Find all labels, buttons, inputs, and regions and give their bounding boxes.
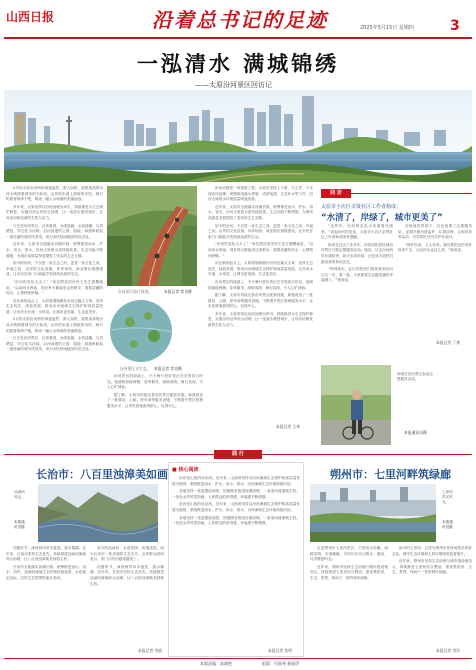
- article-paragraph: 据了解，太原市持续完善汾河景区配套设施，新建改造了一批驿站、公厕、停车场等服务设施，不断提升景区管理服务水平，让市民游客游得舒心、玩得开心。: [208, 293, 313, 309]
- volunteer-illustration: [321, 365, 391, 445]
- article-paragraph: 站在新的起点上，太原将继续做好汾河这篇大文章，坚持生态优先、绿色发展，推动汾河流域生态保护和高质量发展，让汾河水长流、水常清，让城市更美丽、生活更美好。: [6, 298, 103, 314]
- article-paragraph: 行走在汾河景区，记者看到，水面宽阔，水质清澈，鸟类栖息，岸边花木扶疏。沿河而建的公园、湿地、绿道串联起一道亮丽的城市风景线，成为市民休闲健身的好去处。: [6, 223, 103, 239]
- river-gorge-illustration: [38, 484, 158, 542]
- changzhi-photo-caption: 浊漳河风光。: [14, 490, 25, 499]
- core-reading-paragraph: 汾河是山西的母亲河。近年来，山西省坚持以汾河流域生态保护和高质量发展为统领，系统推进治水、护水、用水、管水，汾河流域生态环境持续向好。: [172, 502, 300, 512]
- article-paragraph: 如今的汾河，不仅是一条生态之河，更是一条文化之河、幸福之河。沿岸的文化设施、体育场馆、商业街区相继建成，让市民在家门口就能享受到高品质的生活。: [6, 261, 103, 277]
- section-label: 践 行: [214, 450, 262, 459]
- shuozhou-reporter: 本报记者 刘洋: [436, 648, 460, 653]
- shuozhou-section-title: 朔州市：七里河畔筑绿廊: [330, 468, 451, 481]
- changzhi-paragraph: 长治市全面落实河湖长制，统筹推进治污、治水、治岸，浊漳河流域生态环境持续改善，水质稳定达标，沿岸生态景观带逐步形成。: [6, 564, 86, 580]
- issue-date: 2025年5月15日 星期四: [360, 25, 414, 31]
- water-plants-illustration: [110, 300, 172, 362]
- core-reading-text: [172, 476, 300, 652]
- shuozhou-photo-credit: 本报通讯员摄: [442, 520, 453, 529]
- sidebar-rule: [351, 193, 472, 194]
- page-number: 3: [450, 18, 460, 34]
- sidebar-photo-volunteer: [321, 365, 391, 445]
- column-title: 沿着总书记的足迹: [152, 8, 328, 32]
- cycling-path-illustration: [107, 186, 197, 286]
- footer-proofreader: 组版：付丽琴 郝丽萍: [262, 661, 300, 666]
- changzhi-reporter: 本报记者 李丽: [138, 648, 162, 653]
- changzhi-column-2: [90, 546, 164, 654]
- article-paragraph: 汾河景区的绿道上，不少骑行爱好者正在享受春日时光。宽阔的绿道两侧，花草繁茂，绿树成荫，骑行其间，令人心旷神怡。: [208, 279, 313, 290]
- shuozhou-photo-caption: 七里河景区风光。: [442, 490, 453, 504]
- changzhi-photo-credit: 本报通讯员摄: [14, 520, 25, 529]
- footer-editor: 本版责编：高晓艳: [200, 661, 232, 666]
- article-paragraph: “汾河的变化太大了！”家住附近的市民王先生感慨地说，“以前河水浑浊，现在每天都能来这里散步，看着清澈的河水，心情特别舒畅。”: [6, 279, 103, 296]
- changzhi-paragraph: 初夏时节，漳河两岸草木葱茏，碧水潺潺。近年来，长治市坚持生态优先，持续推进浊漳河流域综合治理，让八百里浊漳焕发勃勃生机。: [90, 564, 164, 586]
- article-paragraph: 汾河景区的绿道上，不少骑行爱好者正在享受春日时光。宽阔的绿道两侧，花草繁茂，绿树成荫，骑行其间，令人心旷神怡。: [107, 374, 203, 390]
- shuozhou-column-1: [310, 546, 388, 654]
- sidebar-photo-caption: 杨成在汾河景区参加志愿服务活动。: [397, 372, 433, 381]
- footer-rule: [4, 658, 472, 659]
- sidebar-photo-credit: 本报通讯员摄: [404, 430, 427, 435]
- core-reading-paragraph: 汾河是山西的母亲河。近年来，山西省坚持以汾河流域生态保护和高质量发展为统领，系统推进治水、护水、用水、管水，汾河流域生态环境持续向好。: [172, 476, 300, 486]
- changzhi-paragraph: 初夏时节，漳河两岸草木葱茏，碧水潺潺。近年来，长治市坚持生态优先，持续推进浊漳河流域综合治理，让八百里浊漳焕发勃勃生机。: [6, 546, 86, 562]
- masthead-rule: [4, 37, 472, 39]
- core-reading-reporter: 本报记者 张明: [268, 648, 292, 653]
- main-subhead: ——太原汾河景区回访记: [195, 81, 272, 89]
- sidebar-tag: 回 访: [321, 189, 351, 198]
- article-paragraph: 近年来，太原市全面落实河湖长制，统筹推进治水、护水、用水、管水，汾河太原段水质持续改善，生态功能不断增强，为城市高质量发展提供了坚实的生态支撑。: [208, 204, 313, 220]
- article-paragraph: 行走在汾河景区，记者看到，水面宽阔，水质清澈，鸟类栖息，岸边花木扶疏。沿河而建的公园、湿地、绿道串联起一道亮丽的城市风景线，成为市民休闲健身的好去处。: [6, 336, 103, 352]
- core-reading-paragraph: 各地坚持一张蓝图绘到底，因地制宜推进河湖治理，一条条河流重焕生机，一处处水岸风景如画，人民群众的获得感、幸福感不断增强。: [172, 515, 300, 526]
- core-reading-head: ■ 核心阅读: [172, 467, 199, 473]
- shuozhou-column-2: [392, 546, 472, 654]
- hero-photo-city-skyline: [4, 90, 472, 182]
- sidebar-column-2: [398, 224, 472, 334]
- sidebar-subhead: 太原市小店区亲贤社区工作者杨成：: [321, 204, 402, 210]
- sidebar-paragraph: 杨成在社区工作多年，经常组织居民到汾河景区开展志愿服务活动。她说，过去汾河两岸环境较差，如今水清岸绿，已经成为居民们最喜欢的休闲去处。: [321, 242, 393, 264]
- article-paragraph: 5月的太原汾河两岸绿意盎然，游人如织。碧波荡漾的汾河水映照着城市的天际线，沿岸的步道上晨练的市民、骑行的游客络绎不绝，构成一幅人水和谐的美丽画卷。: [6, 186, 103, 202]
- article-column-1: [6, 186, 103, 444]
- photo1-credit: 本报记者 常良摄: [164, 289, 192, 294]
- changzhi-section-title: 长治市：八百里浊漳美如画: [36, 468, 168, 481]
- sidebar-paragraph: 在杨成的带领下，社区组建了志愿服务队，定期开展河道巡护、垃圾清理、文明劝导等活动，引导居民共同守护母亲河。: [398, 224, 472, 240]
- shuozhou-paragraph: 如今的七里河，已成为朔州市民休闲娱乐的好去处，城市生态环境和人居环境得到显著提升。: [392, 546, 472, 556]
- photo-shuozhou-river: [310, 484, 436, 542]
- main-headline: 一泓清水 满城锦绣: [136, 52, 340, 76]
- article-reporter: 本报记者 王伟: [276, 424, 300, 429]
- core-reading-paragraph: 各地坚持一张蓝图绘到底，因地制宜推进河湖治理，一条条河流重焕生机，一处处水岸风景如画，人民群众的获得感、幸福感不断增强。: [172, 489, 300, 499]
- photo-changzhi-river: [38, 484, 158, 542]
- sidebar-column-1: [321, 224, 393, 364]
- article-paragraph: 据了解，太原市持续完善汾河景区配套设施，新建改造了一批驿站、公厕、停车场等服务设施，不断提升景区管理服务水平，让市民游客游得舒心、玩得开心。: [107, 392, 203, 408]
- changzhi-paragraph: 如今的浊漳河，水清岸绿、鱼翔浅底，成为长治市一张亮丽的生态名片。沿岸群众纷纷表示，家门口的河越来越美了。: [90, 546, 164, 562]
- shuozhou-paragraph: 近年来，朔州市坚持生态治理与城市建设相结合，持续推进七里河综合整治，建成集防洪、生态、景观、休闲于一体的城市绿廊。: [392, 559, 472, 575]
- sidebar-paragraph: “保护汾河，人人有责。我们要把这份美好传承下去，让汾河永远这么美。”杨成说。: [398, 242, 472, 253]
- article-column-2-lower: [107, 374, 203, 444]
- photo2-credit: 本报记者 常良摄: [154, 366, 182, 371]
- article-paragraph: 如今的汾河，不仅是一条生态之河，更是一条文化之河、幸福之河。沿岸的文化设施、体育场馆、商业街区相继建成，让市民在家门口就能享受到高品质的生活。: [208, 223, 313, 239]
- shuozhou-paragraph: 走进朔州市七里河景区，只见河水清澈，绿树成荫，步道蜿蜒，市民们在河边散步、健身，尽享惬意时光。: [310, 546, 388, 562]
- masthead: [0, 0, 476, 42]
- article-paragraph: 站在新的起点上，太原将继续做好汾河这篇大文章，坚持生态优先、绿色发展，推动汾河流域生态保护和高质量发展，让汾河水长流、水常清，让城市更美丽、生活更美好。: [208, 261, 313, 277]
- article-paragraph: 多年来，太原坚持以汾河治理为牵引，持续推进水生态保护修复，实施汾河沿岸综合治理，让一泓清水重回城市，让母亲河焕发新的生机与活力。: [6, 204, 103, 220]
- section-divider: [4, 450, 472, 459]
- article-paragraph: “汾河的变化太大了！”家住附近的市民王先生感慨地说，“以前河水浑浊，现在每天都能来这里散步，看着清澈的河水，心情特别舒畅。”: [208, 242, 313, 258]
- skyline-illustration: [4, 90, 472, 182]
- newspaper-logo: 山西日报: [6, 10, 55, 24]
- article-paragraph: 汾河治理是一项系统工程。太原市坚持上下游、左右岸、干支流协同治理，统筹推进截污纳管、清淤疏浚、生态补水等工作，汾河太原段水环境质量明显改善。: [208, 186, 313, 202]
- sidebar-paragraph: “每到周末，社区的居民们都喜欢到汾河边走一走、看一看，大家都说生活越来越有幸福感了。”杨成说。: [321, 267, 393, 283]
- article-paragraph: 5月的太原汾河两岸绿意盎然，游人如织。碧波荡漾的汾河水映照着城市的天际线，沿岸的步道上晨练的市民、骑行的游客络绎不绝，构成一幅人水和谐的美丽画卷。: [6, 317, 103, 333]
- riverside-park-illustration: [310, 484, 436, 542]
- photo-cycling-path: [107, 186, 197, 286]
- article-paragraph: 多年来，太原坚持以汾河治理为牵引，持续推进水生态保护修复，实施汾河沿岸综合治理，让一泓清水重回城市，让母亲河焕发新的生机与活力。: [208, 311, 313, 328]
- photo2-caption: 汾河景区水生态。: [120, 366, 151, 371]
- changzhi-column-1: [6, 546, 86, 654]
- sidebar-paragraph: “这些年，汾河的变化大家都看在眼里。”谈起汾河的变化，太原市小店区亲贤社区工作者杨成深有感触。: [321, 224, 393, 240]
- sidebar-headline: “水清了，岸绿了，城市更美了”: [321, 213, 443, 223]
- sidebar-reporter: 本报记者 丁爽: [436, 340, 460, 345]
- photo-water-circle: [110, 300, 172, 362]
- shuozhou-paragraph: 近年来，朔州市坚持生态治理与城市建设相结合，持续推进七里河综合整治，建成集防洪、生态、景观、休闲于一体的城市绿廊。: [310, 564, 388, 580]
- article-paragraph: 近年来，太原市全面落实河湖长制，统筹推进治水、护水、用水、管水，汾河太原段水质持续改善，生态功能不断增强，为城市高质量发展提供了坚实的生态支撑。: [6, 242, 103, 258]
- photo1-caption: 汾河景区骑行绿道。: [118, 289, 153, 294]
- article-column-3: [208, 186, 313, 444]
